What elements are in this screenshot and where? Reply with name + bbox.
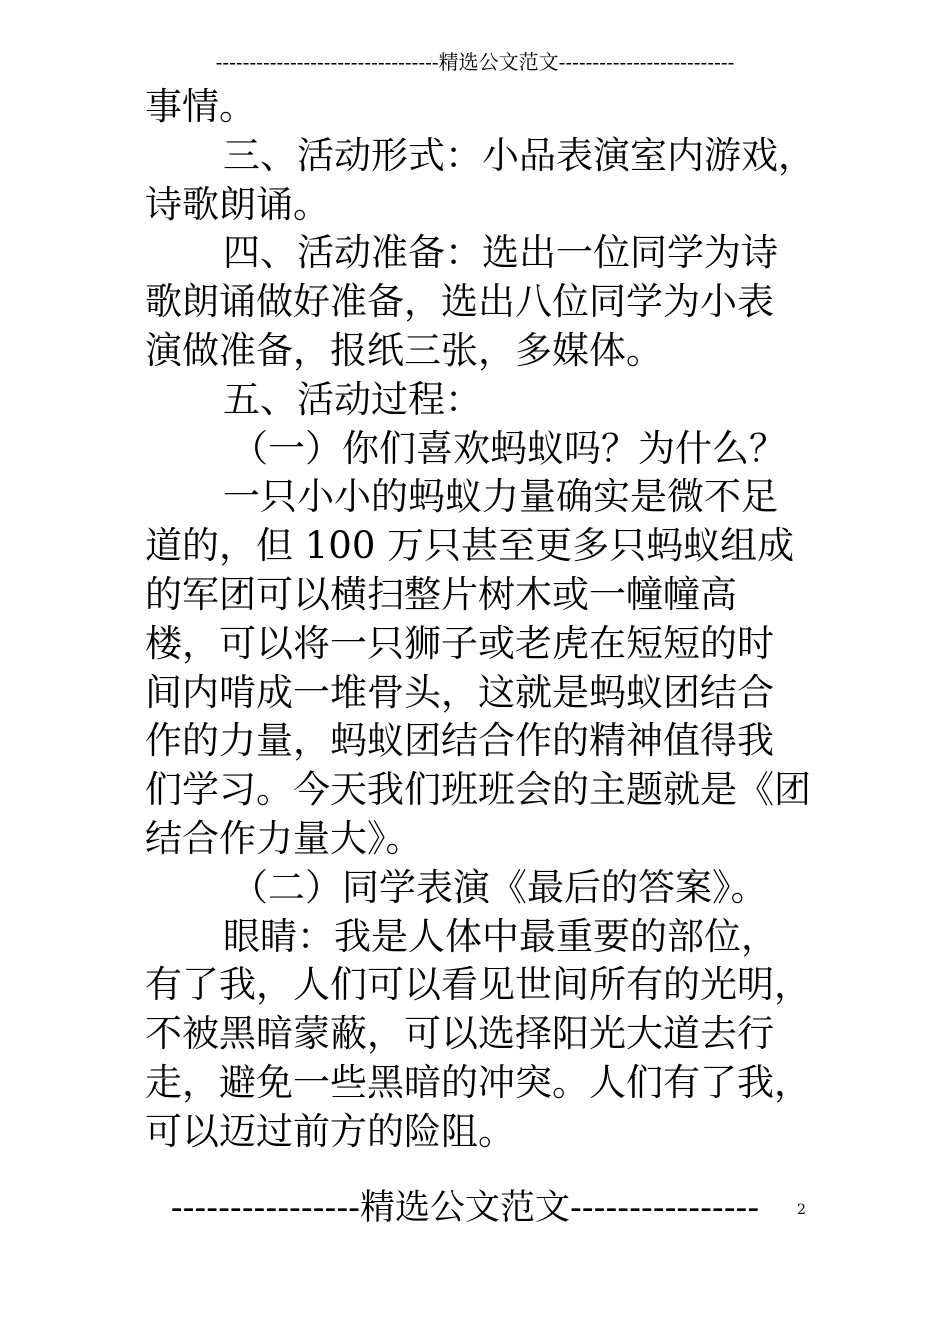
text-line: 有了我，人们可以看见世间所有的光明， (145, 963, 811, 1007)
text-line: 演做准备，报纸三张，多媒体。 (145, 328, 663, 372)
page-header: ---------------------------------精选公文范文-------------------------- (215, 50, 735, 74)
text-line: 结合作力量大》。 (145, 816, 423, 860)
text-line: 不被黑暗蒙蔽，可以选择阳光大道去行 (145, 1012, 774, 1056)
text-line: 诗歌朗诵。 (145, 182, 330, 226)
text-line-activity-prep: 四、活动准备：选出一位同学为诗 (223, 231, 778, 275)
body-text (145, 83, 813, 1157)
text-line-activity-process: 五、活动过程： (223, 377, 482, 421)
text-line: 眼睛：我是人体中最重要的部位， (223, 914, 778, 958)
text-line: 事情。 (145, 85, 256, 128)
text-line: 走，避免一些黑暗的冲突。人们有了我， (145, 1060, 811, 1104)
text-line: 作的力量，蚂蚁团结合作的精神值得我 (145, 719, 774, 763)
text-line: 道的，但 100 万只甚至更多只蚂蚁组成 (145, 524, 795, 568)
text-line: 可以迈过前方的险阻。 (145, 1109, 515, 1153)
text-line: 楼，可以将一只狮子或老虎在短短的时 (145, 621, 774, 665)
text-line-section-two: （二）同学表演《最后的答案》。 (231, 865, 768, 909)
page-footer: ----------------精选公文范文---------------- (170, 1188, 760, 1228)
text-line: 们学习。今天我们班班会的主题就是《团 (145, 768, 811, 812)
text-line: 的军团可以横扫整片树木或一幢幢高 (145, 572, 737, 616)
text-line-activity-form: 三、活动形式：小品表演室内游戏， (223, 133, 815, 177)
text-line: 一只小小的蚂蚁力量确实是微不足 (223, 475, 778, 519)
text-line: 间内啃成一堆骨头，这就是蚂蚁团结合 (145, 670, 774, 714)
page-number: 2 (797, 1202, 806, 1218)
text-line-section-one: （一）你们喜欢蚂蚁吗？为什么？ (231, 426, 786, 470)
text-line: 歌朗诵做好准备，选出八位同学为小表 (145, 280, 774, 324)
